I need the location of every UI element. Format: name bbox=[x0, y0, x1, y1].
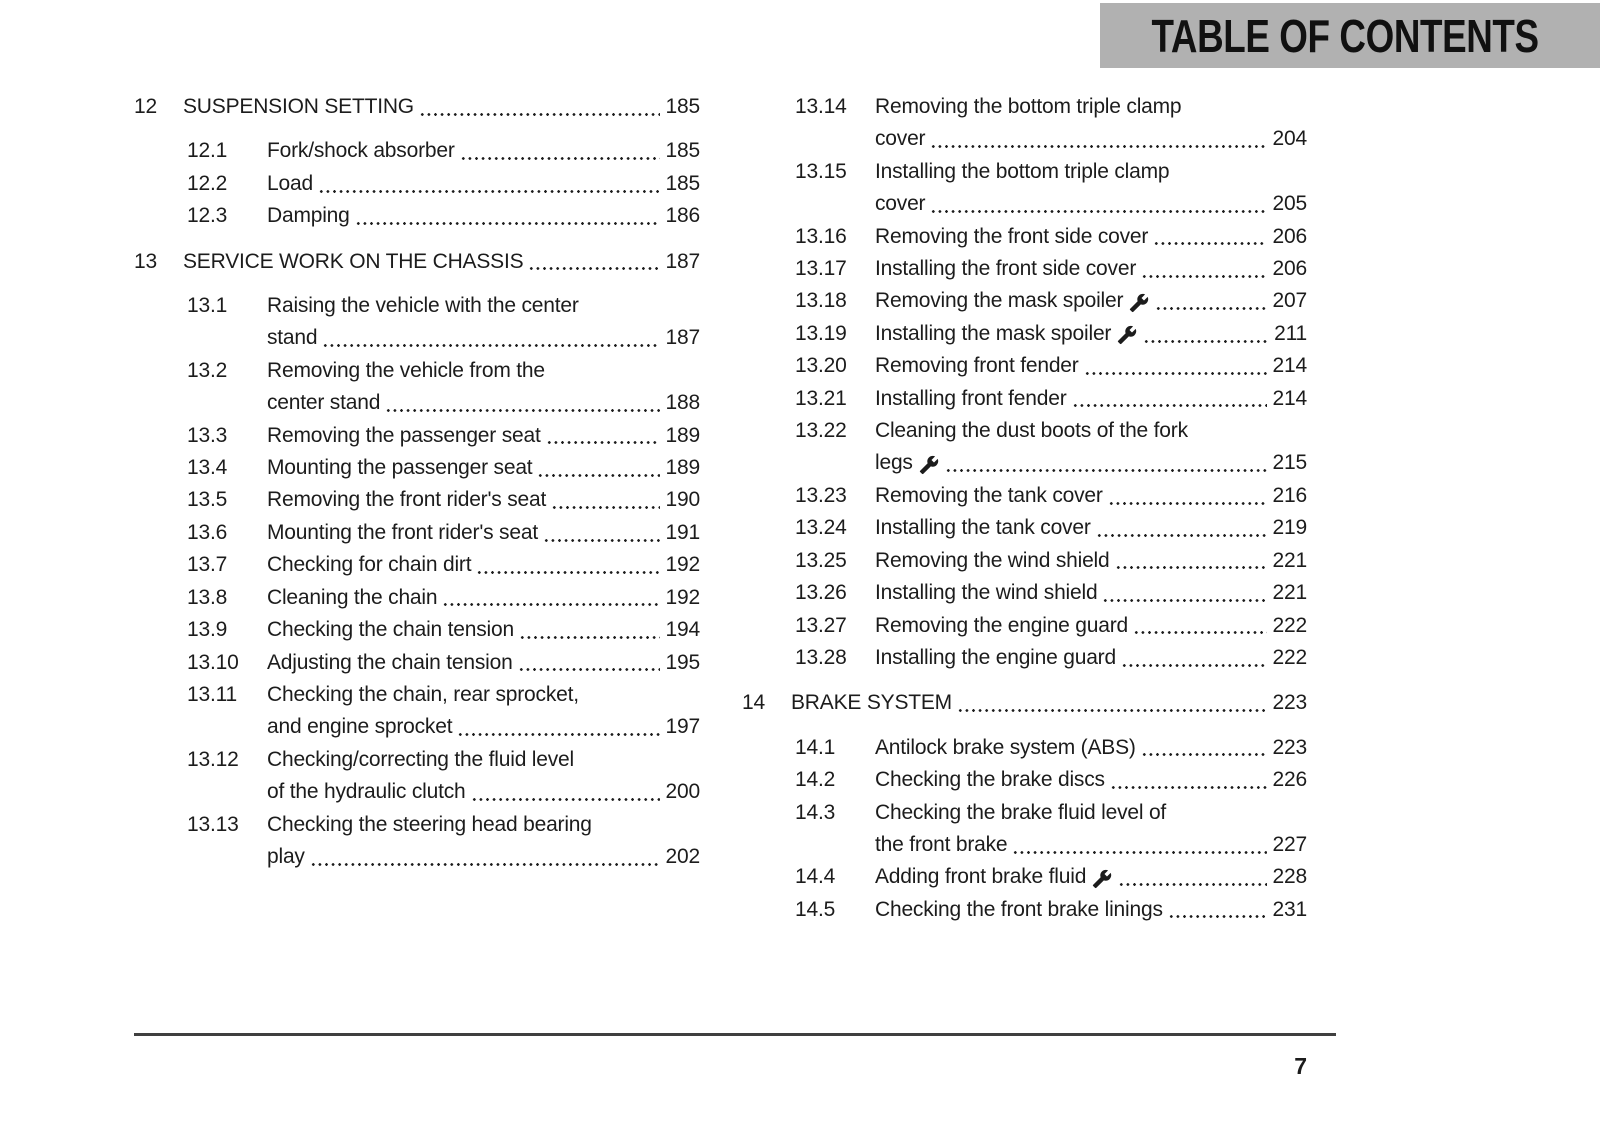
toc-entry-body bbox=[875, 318, 1307, 350]
toc-entry-title: stand bbox=[267, 326, 318, 350]
dot-leader bbox=[1110, 764, 1267, 796]
toc-line bbox=[267, 549, 700, 581]
toc-entry-title: Removing the front side cover bbox=[875, 224, 1149, 248]
wrench-icon bbox=[1092, 869, 1112, 889]
toc-entry-number: 13.3 bbox=[187, 423, 228, 447]
toc-line bbox=[267, 614, 700, 646]
toc-section-title: BRAKE SYSTEM bbox=[791, 691, 952, 715]
toc-entry-title: Installing front fender bbox=[875, 386, 1067, 410]
toc-entry-number: 13.5 bbox=[187, 488, 228, 512]
dot-leader bbox=[1096, 512, 1267, 544]
dot-leader bbox=[460, 135, 660, 167]
toc-entry-title: Removing the tank cover bbox=[875, 483, 1103, 507]
toc-line bbox=[183, 91, 700, 123]
dot-leader bbox=[945, 447, 1267, 479]
toc-entry-body bbox=[267, 614, 700, 646]
toc-line bbox=[183, 246, 700, 278]
toc-entry-body bbox=[267, 549, 700, 581]
toc-entry-title: cover bbox=[875, 192, 926, 216]
dot-leader bbox=[551, 484, 660, 516]
toc-entry-page: 222 bbox=[1272, 613, 1307, 637]
dot-leader bbox=[1133, 610, 1267, 642]
toc-line bbox=[267, 322, 700, 354]
toc-entry-page: 206 bbox=[1272, 257, 1307, 281]
toc-entry-page: 189 bbox=[665, 423, 700, 447]
toc-line bbox=[267, 484, 700, 516]
toc-line bbox=[267, 776, 700, 808]
toc-entry bbox=[134, 679, 700, 744]
toc-entry-title-line: Cleaning the dust boots of the fork bbox=[875, 419, 1188, 443]
toc-line bbox=[875, 642, 1307, 674]
toc-section-number: 14 bbox=[742, 691, 765, 715]
toc-entry-page: 228 bbox=[1272, 865, 1307, 889]
toc-entry-body bbox=[875, 221, 1307, 253]
toc-section-body bbox=[183, 246, 700, 278]
toc-entry bbox=[742, 512, 1307, 544]
toc-entry-body bbox=[267, 679, 700, 744]
toc-section-page: 187 bbox=[665, 249, 700, 273]
dot-leader bbox=[355, 200, 660, 232]
toc-section-page: 185 bbox=[665, 95, 700, 118]
toc-entry-title: Removing the front rider's seat bbox=[267, 488, 547, 512]
toc-entry-body bbox=[875, 861, 1307, 893]
toc-entry-number: 13.16 bbox=[795, 224, 847, 248]
dot-leader bbox=[930, 188, 1267, 220]
toc-entry-page: 223 bbox=[1272, 735, 1307, 759]
toc-entry bbox=[742, 156, 1307, 221]
toc-entry-body bbox=[267, 647, 700, 679]
toc-entry-number: 13.12 bbox=[187, 747, 239, 771]
toc-line bbox=[875, 123, 1307, 155]
toc-entry-body bbox=[875, 350, 1307, 382]
toc bbox=[134, 91, 1307, 926]
footer-rule bbox=[134, 1033, 1336, 1036]
toc-entry-body bbox=[875, 797, 1307, 862]
toc-entry-title: Mounting the passenger seat bbox=[267, 456, 533, 480]
toc-section-title: SERVICE WORK ON THE CHASSIS bbox=[183, 249, 524, 273]
toc-entry-page: 207 bbox=[1272, 289, 1307, 313]
toc-line bbox=[875, 764, 1307, 796]
toc-entry-number: 13.7 bbox=[187, 553, 228, 577]
toc-entry bbox=[134, 809, 700, 874]
toc-line bbox=[267, 517, 700, 549]
toc-entry bbox=[742, 642, 1307, 674]
toc-entry bbox=[134, 582, 700, 614]
toc-section-number: 12 bbox=[134, 95, 157, 118]
toc-line bbox=[791, 687, 1307, 719]
toc-entry-page: 221 bbox=[1272, 548, 1307, 572]
toc-entry-title-line: Checking the steering head bearing bbox=[267, 812, 592, 836]
toc-entry-title: Load bbox=[267, 171, 313, 195]
toc-entry-body bbox=[267, 290, 700, 355]
toc-entry bbox=[134, 452, 700, 484]
toc-entry-number: 13.24 bbox=[795, 516, 847, 540]
dot-leader bbox=[537, 452, 660, 484]
dot-leader bbox=[1153, 221, 1267, 253]
toc-entry-number: 13.15 bbox=[795, 159, 847, 183]
dot-leader bbox=[322, 322, 660, 354]
toc-entry bbox=[134, 420, 700, 452]
toc-entry-title-line: Raising the vehicle with the center bbox=[267, 294, 579, 318]
toc-entry-title: Removing the mask spoiler bbox=[875, 289, 1124, 313]
toc-entry-title: Checking the chain tension bbox=[267, 618, 514, 642]
wrench-icon bbox=[919, 455, 939, 475]
toc-entry-body bbox=[875, 415, 1307, 480]
toc-section-title: SUSPENSION SETTING bbox=[183, 95, 414, 118]
toc-entry bbox=[742, 480, 1307, 512]
toc-line bbox=[875, 545, 1307, 577]
toc-entry bbox=[134, 135, 700, 167]
toc-entry-title-line: Checking the brake fluid level of bbox=[875, 800, 1167, 824]
toc-line bbox=[267, 200, 700, 232]
toc-entry-title-line: Removing the vehicle from the bbox=[267, 358, 545, 382]
toc-line bbox=[267, 582, 700, 614]
toc-line bbox=[875, 221, 1307, 253]
dot-leader bbox=[1168, 894, 1267, 926]
toc-entry-body bbox=[267, 355, 700, 420]
toc-entry-page: 227 bbox=[1272, 832, 1307, 856]
toc-entry-body bbox=[267, 135, 700, 167]
toc-entry bbox=[742, 285, 1307, 317]
dot-leader bbox=[930, 123, 1267, 155]
toc-entry-title-line: Removing the bottom triple clamp bbox=[875, 95, 1182, 118]
toc-entry bbox=[134, 200, 700, 232]
toc-entry-title-line: Checking/correcting the fluid level bbox=[267, 747, 574, 771]
toc-entry-title: Checking for chain dirt bbox=[267, 553, 472, 577]
toc-entry-body bbox=[875, 383, 1307, 415]
toc-line bbox=[875, 383, 1307, 415]
toc-entry-body bbox=[267, 200, 700, 232]
toc-entry-title: Installing the front side cover bbox=[875, 257, 1137, 281]
toc-entry-number: 13.1 bbox=[187, 294, 228, 318]
toc-entry-number: 13.18 bbox=[795, 289, 847, 313]
toc-line bbox=[267, 452, 700, 484]
toc-entry-number: 13.27 bbox=[795, 613, 847, 637]
toc-entry-title: Installing the wind shield bbox=[875, 581, 1098, 605]
dot-leader bbox=[1115, 545, 1268, 577]
toc-entry-title: Checking the brake discs bbox=[875, 768, 1105, 792]
toc-entry-page: 222 bbox=[1272, 645, 1307, 669]
toc-line bbox=[875, 318, 1307, 350]
toc-entry-title: Fork/shock absorber bbox=[267, 139, 455, 163]
dot-leader bbox=[1143, 318, 1267, 350]
toc-entry-page: 219 bbox=[1272, 516, 1307, 540]
toc-line bbox=[875, 732, 1307, 764]
toc-entry-body bbox=[267, 809, 700, 874]
toc-entry bbox=[134, 517, 700, 549]
toc-entry bbox=[742, 318, 1307, 350]
toc-entry bbox=[134, 484, 700, 516]
toc-entry-title: Adjusting the chain tension bbox=[267, 650, 513, 674]
toc-entry-number: 13.4 bbox=[187, 456, 228, 480]
toc-entry-number: 13.2 bbox=[187, 358, 228, 382]
toc-line bbox=[875, 829, 1307, 861]
toc-line bbox=[875, 894, 1307, 926]
dot-leader bbox=[1012, 829, 1267, 861]
dot-leader bbox=[518, 647, 660, 679]
dot-leader bbox=[1155, 285, 1267, 317]
toc-entry-body bbox=[875, 480, 1307, 512]
toc-entry-title: and engine sprocket bbox=[267, 715, 453, 739]
toc-entry-number: 13.20 bbox=[795, 354, 847, 378]
toc-entry-page: 189 bbox=[665, 456, 700, 480]
dot-leader bbox=[1084, 350, 1267, 382]
toc-line bbox=[267, 420, 700, 452]
toc-entry-number: 13.25 bbox=[795, 548, 847, 572]
toc-entry-number: 12.2 bbox=[187, 171, 228, 195]
dot-leader bbox=[546, 420, 660, 452]
toc-entry-page: 214 bbox=[1272, 354, 1307, 378]
toc-entry-number: 13.19 bbox=[795, 321, 847, 345]
toc-entry-number: 13.10 bbox=[187, 650, 239, 674]
toc-entry-page: 187 bbox=[665, 326, 700, 350]
toc-entry-title: Removing front fender bbox=[875, 354, 1079, 378]
toc-entry bbox=[134, 290, 700, 355]
dot-leader bbox=[318, 168, 660, 200]
toc-entry bbox=[742, 764, 1307, 796]
toc-entry-page: 191 bbox=[665, 520, 700, 544]
toc-entry-number: 13.21 bbox=[795, 386, 847, 410]
toc-line bbox=[875, 350, 1307, 382]
toc-entry-body bbox=[267, 168, 700, 200]
toc-entry-number: 13.17 bbox=[795, 257, 847, 281]
toc-entry-page: 205 bbox=[1272, 192, 1307, 216]
dot-leader bbox=[1072, 383, 1267, 415]
toc-section bbox=[134, 246, 700, 278]
toc-entry bbox=[134, 168, 700, 200]
toc-entry-page: 216 bbox=[1272, 483, 1307, 507]
toc-entry-page: 185 bbox=[665, 171, 700, 195]
toc-entry-body bbox=[267, 517, 700, 549]
toc-entry-number: 14.3 bbox=[795, 800, 836, 824]
toc-entry-number: 14.1 bbox=[795, 735, 836, 759]
toc-section-body bbox=[183, 91, 700, 123]
dot-leader bbox=[471, 776, 660, 808]
page-number: 7 bbox=[1294, 1053, 1307, 1079]
toc-entry-page: 192 bbox=[665, 553, 700, 577]
toc-entry-body bbox=[875, 894, 1307, 926]
toc-entry-page: 231 bbox=[1272, 897, 1307, 921]
toc-entry-number: 13.6 bbox=[187, 520, 228, 544]
toc-line bbox=[267, 841, 700, 873]
toc-entry-page: 188 bbox=[665, 391, 700, 415]
toc-entry-page: 190 bbox=[665, 488, 700, 512]
dot-leader bbox=[442, 582, 660, 614]
toc-entry-page: 192 bbox=[665, 585, 700, 609]
toc-entry-title: legs bbox=[875, 451, 913, 475]
toc-entry-page: 197 bbox=[665, 715, 700, 739]
toc-line bbox=[875, 577, 1307, 609]
toc-entry-title: Removing the engine guard bbox=[875, 613, 1129, 637]
wrench-icon bbox=[1129, 293, 1149, 313]
toc-line bbox=[875, 512, 1307, 544]
toc-entry-title: play bbox=[267, 844, 305, 868]
toc-entry-title: the front brake bbox=[875, 832, 1008, 856]
dot-leader bbox=[1108, 480, 1267, 512]
toc-entry-number: 13.26 bbox=[795, 581, 847, 605]
toc-entry-number: 13.8 bbox=[187, 585, 228, 609]
toc-entry-title: Mounting the front rider's seat bbox=[267, 520, 538, 544]
toc-entry bbox=[742, 253, 1307, 285]
toc-entry-title: Checking the front brake linings bbox=[875, 897, 1163, 921]
dot-leader bbox=[543, 517, 660, 549]
toc-entry-title: Adding front brake fluid bbox=[875, 865, 1087, 889]
toc-line bbox=[875, 610, 1307, 642]
dot-leader bbox=[528, 246, 660, 278]
toc-entry bbox=[134, 549, 700, 581]
toc-line bbox=[875, 188, 1307, 220]
toc-entry bbox=[742, 861, 1307, 893]
toc-entry bbox=[742, 797, 1307, 862]
toc-entry-page: 195 bbox=[665, 650, 700, 674]
toc-entry-page: 206 bbox=[1272, 224, 1307, 248]
toc-line bbox=[875, 253, 1307, 285]
toc-entry-body bbox=[267, 582, 700, 614]
toc-entry bbox=[742, 91, 1307, 156]
toc-line bbox=[267, 647, 700, 679]
toc-entry bbox=[742, 545, 1307, 577]
toc-entry-title: cover bbox=[875, 127, 926, 151]
toc-entry-body bbox=[875, 285, 1307, 317]
toc-entry-number: 13.14 bbox=[795, 95, 847, 118]
toc-entry-page: 226 bbox=[1272, 768, 1307, 792]
toc-entry-body bbox=[875, 642, 1307, 674]
toc-entry-number: 14.5 bbox=[795, 897, 836, 921]
toc-entry-title: Installing the mask spoiler bbox=[875, 321, 1112, 345]
toc-line bbox=[267, 387, 700, 419]
toc-entry-title-line: Checking the chain, rear sprocket, bbox=[267, 682, 579, 706]
toc-line bbox=[267, 135, 700, 167]
toc-line bbox=[875, 861, 1307, 893]
toc-entry bbox=[134, 744, 700, 809]
toc-entry-title: center stand bbox=[267, 391, 381, 415]
toc-entry-number: 13.28 bbox=[795, 645, 847, 669]
toc-section bbox=[134, 91, 700, 123]
toc-entry bbox=[742, 350, 1307, 382]
toc-entry-page: 211 bbox=[1274, 321, 1307, 345]
toc-entry bbox=[742, 894, 1307, 926]
toc-entry bbox=[742, 610, 1307, 642]
toc-entry-number: 13.11 bbox=[187, 682, 237, 706]
toc-line bbox=[267, 168, 700, 200]
toc-entry bbox=[742, 732, 1307, 764]
toc-entry-title: of the hydraulic clutch bbox=[267, 780, 466, 804]
dot-leader bbox=[519, 614, 660, 646]
toc-entry-page: 215 bbox=[1272, 451, 1307, 475]
toc-entry-page: 221 bbox=[1272, 581, 1307, 605]
toc-entry-body bbox=[875, 156, 1307, 221]
toc-entry bbox=[742, 383, 1307, 415]
toc-entry-number: 12.1 bbox=[187, 139, 228, 163]
dot-leader bbox=[1121, 642, 1267, 674]
toc-entry-number: 14.4 bbox=[795, 865, 836, 889]
toc-line bbox=[875, 285, 1307, 317]
toc-entry-page: 204 bbox=[1272, 127, 1307, 151]
toc-entry-title: Antilock brake system (ABS) bbox=[875, 735, 1136, 759]
toc-section bbox=[742, 687, 1307, 719]
toc-entry-body bbox=[267, 420, 700, 452]
toc-entry-title: Installing the engine guard bbox=[875, 645, 1116, 669]
toc-entry-number: 12.3 bbox=[187, 204, 228, 228]
toc-entry-page: 185 bbox=[665, 139, 700, 163]
dot-leader bbox=[1141, 253, 1267, 285]
toc-entry-page: 194 bbox=[665, 618, 700, 642]
toc-entry-title: Cleaning the chain bbox=[267, 585, 438, 609]
toc-entry-title: Installing the tank cover bbox=[875, 516, 1091, 540]
toc-entry-number: 13.9 bbox=[187, 618, 228, 642]
toc-section-page: 223 bbox=[1272, 691, 1307, 715]
toc-entry-body bbox=[875, 610, 1307, 642]
toc-entry-title: Removing the wind shield bbox=[875, 548, 1110, 572]
toc-entry-body bbox=[875, 732, 1307, 764]
dot-leader bbox=[457, 711, 660, 743]
toc-entry-page: 200 bbox=[665, 780, 700, 804]
toc-entry-title-line: Installing the bottom triple clamp bbox=[875, 159, 1170, 183]
toc-entry-number: 14.2 bbox=[795, 768, 836, 792]
toc-entry-number: 13.23 bbox=[795, 483, 847, 507]
toc-entry bbox=[742, 415, 1307, 480]
toc-entry bbox=[742, 221, 1307, 253]
dot-leader bbox=[1102, 577, 1267, 609]
toc-entry-body bbox=[875, 545, 1307, 577]
dot-leader bbox=[310, 841, 660, 873]
toc-line bbox=[875, 447, 1307, 479]
toc-entry-title: Removing the passenger seat bbox=[267, 423, 541, 447]
toc-entry-page: 186 bbox=[665, 204, 700, 228]
toc-entry-body bbox=[267, 452, 700, 484]
dot-leader bbox=[419, 91, 660, 123]
toc-entry bbox=[742, 577, 1307, 609]
toc-entry-body bbox=[267, 484, 700, 516]
toc-entry-page: 214 bbox=[1272, 386, 1307, 410]
toc-line bbox=[267, 711, 700, 743]
dot-leader bbox=[1141, 732, 1267, 764]
toc-entry-body bbox=[875, 512, 1307, 544]
toc-column bbox=[134, 91, 700, 873]
toc-entry-page: 202 bbox=[665, 844, 700, 868]
page-title: TABLE OF CONTENTS bbox=[1151, 9, 1539, 62]
toc-entry-body bbox=[875, 253, 1307, 285]
toc-entry-body bbox=[267, 744, 700, 809]
dot-leader bbox=[1118, 861, 1267, 893]
dot-leader bbox=[957, 687, 1267, 719]
toc-column bbox=[742, 91, 1307, 926]
toc-entry bbox=[134, 647, 700, 679]
toc-entry-body bbox=[875, 91, 1307, 156]
toc-section-number: 13 bbox=[134, 249, 157, 273]
toc-section-body bbox=[791, 687, 1307, 719]
toc-entry bbox=[134, 614, 700, 646]
toc-entry bbox=[134, 355, 700, 420]
toc-entry-body bbox=[875, 577, 1307, 609]
toc-entry-title: Damping bbox=[267, 204, 350, 228]
dot-leader bbox=[476, 549, 660, 581]
toc-entry-number: 13.13 bbox=[187, 812, 239, 836]
wrench-icon bbox=[1117, 325, 1137, 345]
toc-entry-number: 13.22 bbox=[795, 419, 847, 443]
toc-line bbox=[875, 480, 1307, 512]
dot-leader bbox=[385, 387, 660, 419]
toc-entry-body bbox=[875, 764, 1307, 796]
table-of-contents-header bbox=[1100, 3, 1600, 68]
